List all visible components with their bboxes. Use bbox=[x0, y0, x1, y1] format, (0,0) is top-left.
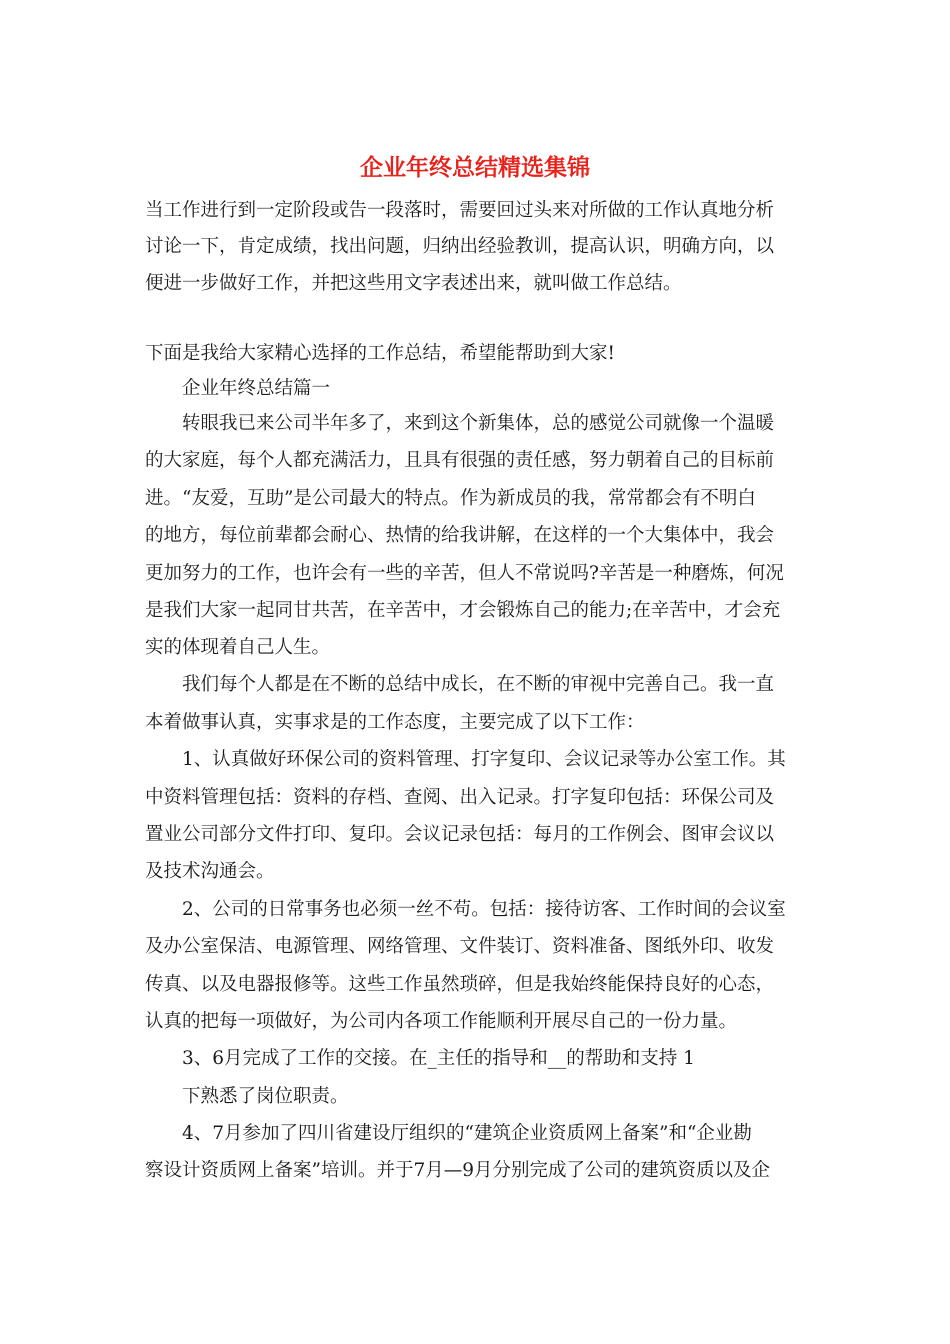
paragraph-line: 便进一步做好工作，并把这些用文字表述出来，就叫做工作总结。 bbox=[145, 273, 682, 294]
paragraph-line: 置业公司部分文件打印、复印。会议记录包括：每月的工作例会、图审会议以 bbox=[145, 824, 775, 845]
paragraph-line: 4、7月参加了四川省建设厅组织的“建筑企业资质网上备案”和“企业勘 bbox=[182, 1123, 752, 1144]
paragraph-line: 下面是我给大家精心选择的工作总结，希望能帮助到大家! bbox=[145, 343, 615, 364]
paragraph-line: 察设计资质网上备案”培训。并于7月—9月分别完成了公司的建筑资质以及企 bbox=[145, 1160, 771, 1181]
paragraph-line: 实的体现着自己人生。 bbox=[145, 637, 331, 658]
paragraph-line: 是我们大家一起同甘共苦，在辛苦中，才会锻炼自己的能力;在辛苦中，才会充 bbox=[145, 600, 781, 621]
paragraph-line: 讨论一下，肯定成绩，找出问题，归纳出经验教训，提高认识，明确方向，以 bbox=[145, 236, 775, 257]
paragraph-line: 我们每个人都是在不断的总结中成长，在不断的审视中完善自己。我一直 bbox=[182, 674, 775, 695]
paragraph-line: 下熟悉了岗位职责。 bbox=[182, 1086, 349, 1107]
paragraph-line: 的大家庭，每个人都充满活力，且具有很强的责任感，努力朝着自己的目标前 bbox=[145, 450, 775, 471]
paragraph-line: 更加努力的工作，也许会有一些的辛苦，但人不常说吗?辛苦是一种磨炼，何况 bbox=[145, 563, 784, 584]
paragraph-line: 的地方，每位前辈都会耐心、热情的给我讲解，在这样的一个大集体中，我会 bbox=[145, 525, 775, 546]
document-title: 企业年终总结精选集锦 bbox=[360, 154, 590, 181]
paragraph-line: 传真、以及电器报修等。这些工作虽然琐碎，但是我始终能保持良好的心态， bbox=[145, 974, 775, 995]
paragraph-line: 2、公司的日常事务也必须一丝不苟。包括：接待访客、工作时间的会议室 bbox=[182, 899, 786, 920]
paragraph-line: 3、6月完成了工作的交接。在_主任的指导和__的帮助和支持 1 bbox=[182, 1048, 695, 1069]
paragraph-line: 及办公室保洁、电源管理、网络管理、文件装订、资料准备、图纸外印、收发 bbox=[145, 936, 775, 957]
paragraph-line: 转眼我已来公司半年多了，来到这个新集体，总的感觉公司就像一个温暖 bbox=[182, 413, 775, 434]
paragraph-line: 1、认真做好环保公司的资料管理、打字复印、会议记录等办公室工作。其 bbox=[182, 749, 786, 770]
paragraph-line: 认真的把每一项做好，为公司内各项工作能顺利开展尽自己的一份力量。 bbox=[145, 1011, 738, 1032]
paragraph-line: 本着做事认真，实事求是的工作态度，主要完成了以下工作： bbox=[145, 712, 645, 733]
section-heading: 企业年终总结篇一 bbox=[182, 378, 331, 399]
paragraph-line: 当工作进行到一定阶段或告一段落时，需要回过头来对所做的工作认真地分析 bbox=[145, 200, 775, 221]
paragraph-line: 及技术沟通会。 bbox=[145, 861, 275, 882]
paragraph-line: 进。“友爱，互助”是公司最大的特点。作为新成员的我，常常都会有不明白 bbox=[145, 488, 756, 509]
paragraph-line: 中资料管理包括：资料的存档、查阅、出入记录。打字复印包括：环保公司及 bbox=[145, 787, 775, 808]
